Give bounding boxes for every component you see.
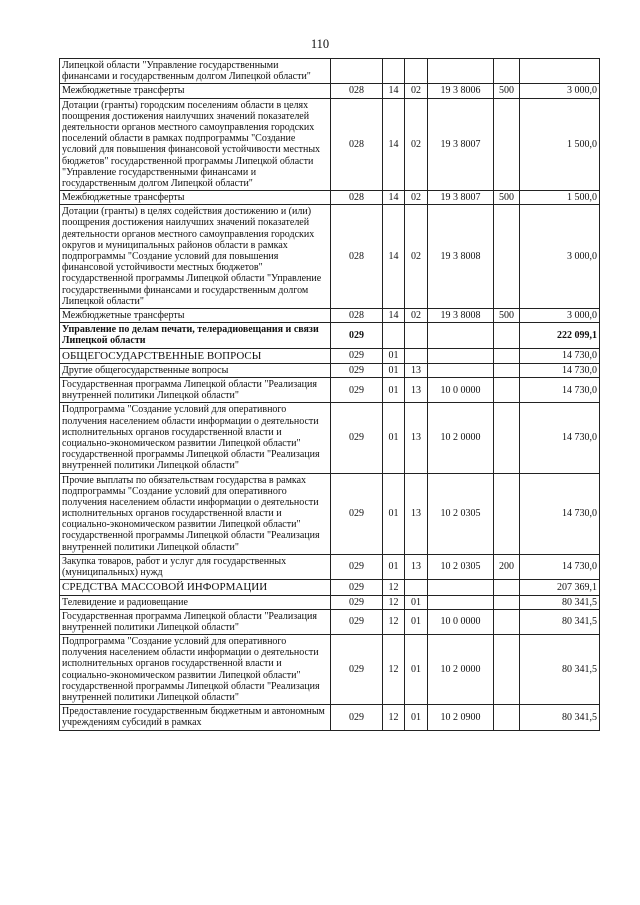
section-code-cell: 14 bbox=[383, 98, 405, 191]
target-article-cell: 10 0 0000 bbox=[428, 609, 494, 634]
admin-code-cell: 029 bbox=[331, 635, 383, 705]
admin-code-cell: 029 bbox=[331, 323, 383, 348]
amount-cell: 3 000,0 bbox=[520, 84, 600, 98]
admin-code-cell: 029 bbox=[331, 378, 383, 403]
expense-type-cell bbox=[494, 473, 520, 554]
target-article-cell: 10 2 0305 bbox=[428, 473, 494, 554]
budget-table bbox=[59, 58, 600, 731]
expense-type-cell bbox=[494, 635, 520, 705]
section-code-cell: 01 bbox=[383, 363, 405, 377]
section-code-cell: 14 bbox=[383, 308, 405, 322]
subsection-code-cell bbox=[405, 580, 428, 595]
row-name-cell: Подпрограмма "Создание условий для оперативного получения населением области информации о деятельности исполнительных органов государственной власти и социально-экономическом развитии Липецкой области" государственной программы Липецкой области "Реализация внутренней политики Липецкой области" bbox=[60, 403, 331, 473]
row-name-cell: Липецкой области "Управление государственными финансами и государственным долгом Липецкой области" bbox=[60, 59, 331, 84]
subsection-code-cell: 13 bbox=[405, 403, 428, 473]
section-code-cell: 01 bbox=[383, 378, 405, 403]
section-code-cell bbox=[383, 59, 405, 84]
admin-code-cell: 028 bbox=[331, 98, 383, 191]
amount-cell: 3 000,0 bbox=[520, 308, 600, 322]
amount-cell: 80 341,5 bbox=[520, 609, 600, 634]
target-article-cell: 19 3 8008 bbox=[428, 308, 494, 322]
target-article-cell: 10 2 0305 bbox=[428, 554, 494, 579]
table-row bbox=[60, 635, 600, 705]
amount-cell: 80 341,5 bbox=[520, 635, 600, 705]
table-row bbox=[60, 348, 600, 363]
row-name-cell: Межбюджетные трансферты bbox=[60, 191, 331, 205]
amount-cell: 1 500,0 bbox=[520, 98, 600, 191]
subsection-code-cell: 02 bbox=[405, 84, 428, 98]
admin-code-cell bbox=[331, 59, 383, 84]
subsection-code-cell: 02 bbox=[405, 308, 428, 322]
table-row bbox=[60, 595, 600, 609]
target-article-cell: 19 3 8007 bbox=[428, 98, 494, 191]
admin-code-cell: 029 bbox=[331, 348, 383, 363]
page-number: 110 bbox=[310, 37, 330, 51]
table-row bbox=[60, 580, 600, 595]
row-name-cell: Закупка товаров, работ и услуг для государственных (муниципальных) нужд bbox=[60, 554, 331, 579]
expense-type-cell bbox=[494, 378, 520, 403]
subsection-code-cell: 02 bbox=[405, 205, 428, 309]
admin-code-cell: 028 bbox=[331, 191, 383, 205]
target-article-cell bbox=[428, 363, 494, 377]
row-name-cell: Государственная программа Липецкой области "Реализация внутренней политики Липецкой области" bbox=[60, 609, 331, 634]
table-row bbox=[60, 59, 600, 84]
subsection-code-cell: 02 bbox=[405, 98, 428, 191]
admin-code-cell: 028 bbox=[331, 84, 383, 98]
target-article-cell: 19 3 8007 bbox=[428, 191, 494, 205]
row-name-cell: Государственная программа Липецкой области "Реализация внутренней политики Липецкой области" bbox=[60, 378, 331, 403]
row-name-cell: Подпрограмма "Создание условий для оперативного получения населением области информации о деятельности исполнительных органов государственной власти и социально-экономическом развитии Липецкой области" государственной программы Липецкой области "Реализация внутренней политики Липецкой области" bbox=[60, 635, 331, 705]
expense-type-cell bbox=[494, 205, 520, 309]
admin-code-cell: 029 bbox=[331, 473, 383, 554]
table-row bbox=[60, 473, 600, 554]
row-name-cell: Межбюджетные трансферты bbox=[60, 84, 331, 98]
amount-cell: 207 369,1 bbox=[520, 580, 600, 595]
section-code-cell: 12 bbox=[383, 609, 405, 634]
row-name-cell: Управление по делам печати, телерадиовещания и связи Липецкой области bbox=[60, 323, 331, 348]
subsection-code-cell: 13 bbox=[405, 554, 428, 579]
amount-cell: 14 730,0 bbox=[520, 473, 600, 554]
table-row bbox=[60, 705, 600, 730]
table-row bbox=[60, 191, 600, 205]
amount-cell: 1 500,0 bbox=[520, 191, 600, 205]
target-article-cell: 10 2 0900 bbox=[428, 705, 494, 730]
table-row bbox=[60, 98, 600, 191]
table-body bbox=[60, 59, 600, 731]
table-row bbox=[60, 363, 600, 377]
amount-cell: 3 000,0 bbox=[520, 205, 600, 309]
section-code-cell: 01 bbox=[383, 554, 405, 579]
admin-code-cell: 028 bbox=[331, 308, 383, 322]
section-code-cell: 01 bbox=[383, 348, 405, 363]
row-name-cell: Дотации (гранты) городским поселениям области в целях поощрения достижения наилучших значений показателей деятельности органов местного самоуправления городских поселений области в рамках подпрограммы "Создание условий для повышения финансовой устойчивости местных бюджетов" государственной программы Липецкой области "Управление государственными финансами и государственным долгом Липецкой области" bbox=[60, 98, 331, 191]
admin-code-cell: 029 bbox=[331, 554, 383, 579]
admin-code-cell: 029 bbox=[331, 580, 383, 595]
target-article-cell: 10 2 0000 bbox=[428, 635, 494, 705]
expense-type-cell bbox=[494, 580, 520, 595]
admin-code-cell: 029 bbox=[331, 595, 383, 609]
amount-cell: 80 341,5 bbox=[520, 705, 600, 730]
expense-type-cell bbox=[494, 403, 520, 473]
expense-type-cell bbox=[494, 363, 520, 377]
expense-type-cell bbox=[494, 705, 520, 730]
table-row bbox=[60, 609, 600, 634]
subsection-code-cell: 01 bbox=[405, 635, 428, 705]
section-code-cell: 12 bbox=[383, 705, 405, 730]
section-code-cell: 01 bbox=[383, 473, 405, 554]
section-code-cell: 12 bbox=[383, 580, 405, 595]
expense-type-cell bbox=[494, 323, 520, 348]
amount-cell: 222 099,1 bbox=[520, 323, 600, 348]
subsection-code-cell: 01 bbox=[405, 705, 428, 730]
admin-code-cell: 029 bbox=[331, 363, 383, 377]
target-article-cell bbox=[428, 595, 494, 609]
section-code-cell: 14 bbox=[383, 205, 405, 309]
row-name-cell: Дотации (гранты) в целях содействия достижению и (или) поощрения достижения наилучших значений показателей деятельности органов местного самоуправления городских округов и муниципальных районов области в рамках подпрограммы "Создание условий для повышения финансовой устойчивости местных бюджетов" государственной программы Липецкой области "Управление государственными финансами и государственным долгом Липецкой области" bbox=[60, 205, 331, 309]
row-name-cell: Телевидение и радиовещание bbox=[60, 595, 331, 609]
table-row bbox=[60, 378, 600, 403]
row-name-cell: Предоставление государственным бюджетным и автономным учреждениям субсидий в рамках bbox=[60, 705, 331, 730]
expense-type-cell bbox=[494, 595, 520, 609]
table-row bbox=[60, 308, 600, 322]
subsection-code-cell: 01 bbox=[405, 595, 428, 609]
table-row bbox=[60, 403, 600, 473]
expense-type-cell: 500 bbox=[494, 308, 520, 322]
amount-cell: 14 730,0 bbox=[520, 363, 600, 377]
expense-type-cell bbox=[494, 59, 520, 84]
target-article-cell: 10 2 0000 bbox=[428, 403, 494, 473]
expense-type-cell: 200 bbox=[494, 554, 520, 579]
expense-type-cell bbox=[494, 348, 520, 363]
row-name-cell: СРЕДСТВА МАССОВОЙ ИНФОРМАЦИИ bbox=[60, 580, 331, 595]
target-article-cell bbox=[428, 323, 494, 348]
admin-code-cell: 029 bbox=[331, 705, 383, 730]
expense-type-cell bbox=[494, 98, 520, 191]
subsection-code-cell bbox=[405, 323, 428, 348]
amount-cell: 14 730,0 bbox=[520, 403, 600, 473]
subsection-code-cell: 01 bbox=[405, 609, 428, 634]
row-name-cell: Другие общегосударственные вопросы bbox=[60, 363, 331, 377]
target-article-cell bbox=[428, 580, 494, 595]
expense-type-cell: 500 bbox=[494, 191, 520, 205]
admin-code-cell: 029 bbox=[331, 403, 383, 473]
section-code-cell: 14 bbox=[383, 84, 405, 98]
subsection-code-cell: 13 bbox=[405, 363, 428, 377]
section-code-cell: 01 bbox=[383, 403, 405, 473]
section-code-cell: 14 bbox=[383, 191, 405, 205]
row-name-cell: Прочие выплаты по обязательствам государства в рамках подпрограммы "Создание условий для оперативного получения населением области информации о деятельности исполнительных органов государственной власти и социально-экономическом развитии Липецкой области" государственной программы Липецкой области "Реализация внутренней политики Липецкой области" bbox=[60, 473, 331, 554]
amount-cell bbox=[520, 59, 600, 84]
section-code-cell: 12 bbox=[383, 635, 405, 705]
table-row bbox=[60, 323, 600, 348]
table-row bbox=[60, 205, 600, 309]
subsection-code-cell: 13 bbox=[405, 473, 428, 554]
expense-type-cell: 500 bbox=[494, 84, 520, 98]
amount-cell: 14 730,0 bbox=[520, 348, 600, 363]
subsection-code-cell: 02 bbox=[405, 191, 428, 205]
section-code-cell: 12 bbox=[383, 595, 405, 609]
admin-code-cell: 028 bbox=[331, 205, 383, 309]
amount-cell: 14 730,0 bbox=[520, 554, 600, 579]
target-article-cell: 19 3 8008 bbox=[428, 205, 494, 309]
target-article-cell bbox=[428, 59, 494, 84]
amount-cell: 14 730,0 bbox=[520, 378, 600, 403]
subsection-code-cell bbox=[405, 348, 428, 363]
target-article-cell bbox=[428, 348, 494, 363]
subsection-code-cell bbox=[405, 59, 428, 84]
table-row bbox=[60, 554, 600, 579]
amount-cell: 80 341,5 bbox=[520, 595, 600, 609]
table-row bbox=[60, 84, 600, 98]
row-name-cell: Межбюджетные трансферты bbox=[60, 308, 331, 322]
target-article-cell: 10 0 0000 bbox=[428, 378, 494, 403]
admin-code-cell: 029 bbox=[331, 609, 383, 634]
row-name-cell: ОБЩЕГОСУДАРСТВЕННЫЕ ВОПРОСЫ bbox=[60, 348, 331, 363]
expense-type-cell bbox=[494, 609, 520, 634]
target-article-cell: 19 3 8006 bbox=[428, 84, 494, 98]
subsection-code-cell: 13 bbox=[405, 378, 428, 403]
section-code-cell bbox=[383, 323, 405, 348]
